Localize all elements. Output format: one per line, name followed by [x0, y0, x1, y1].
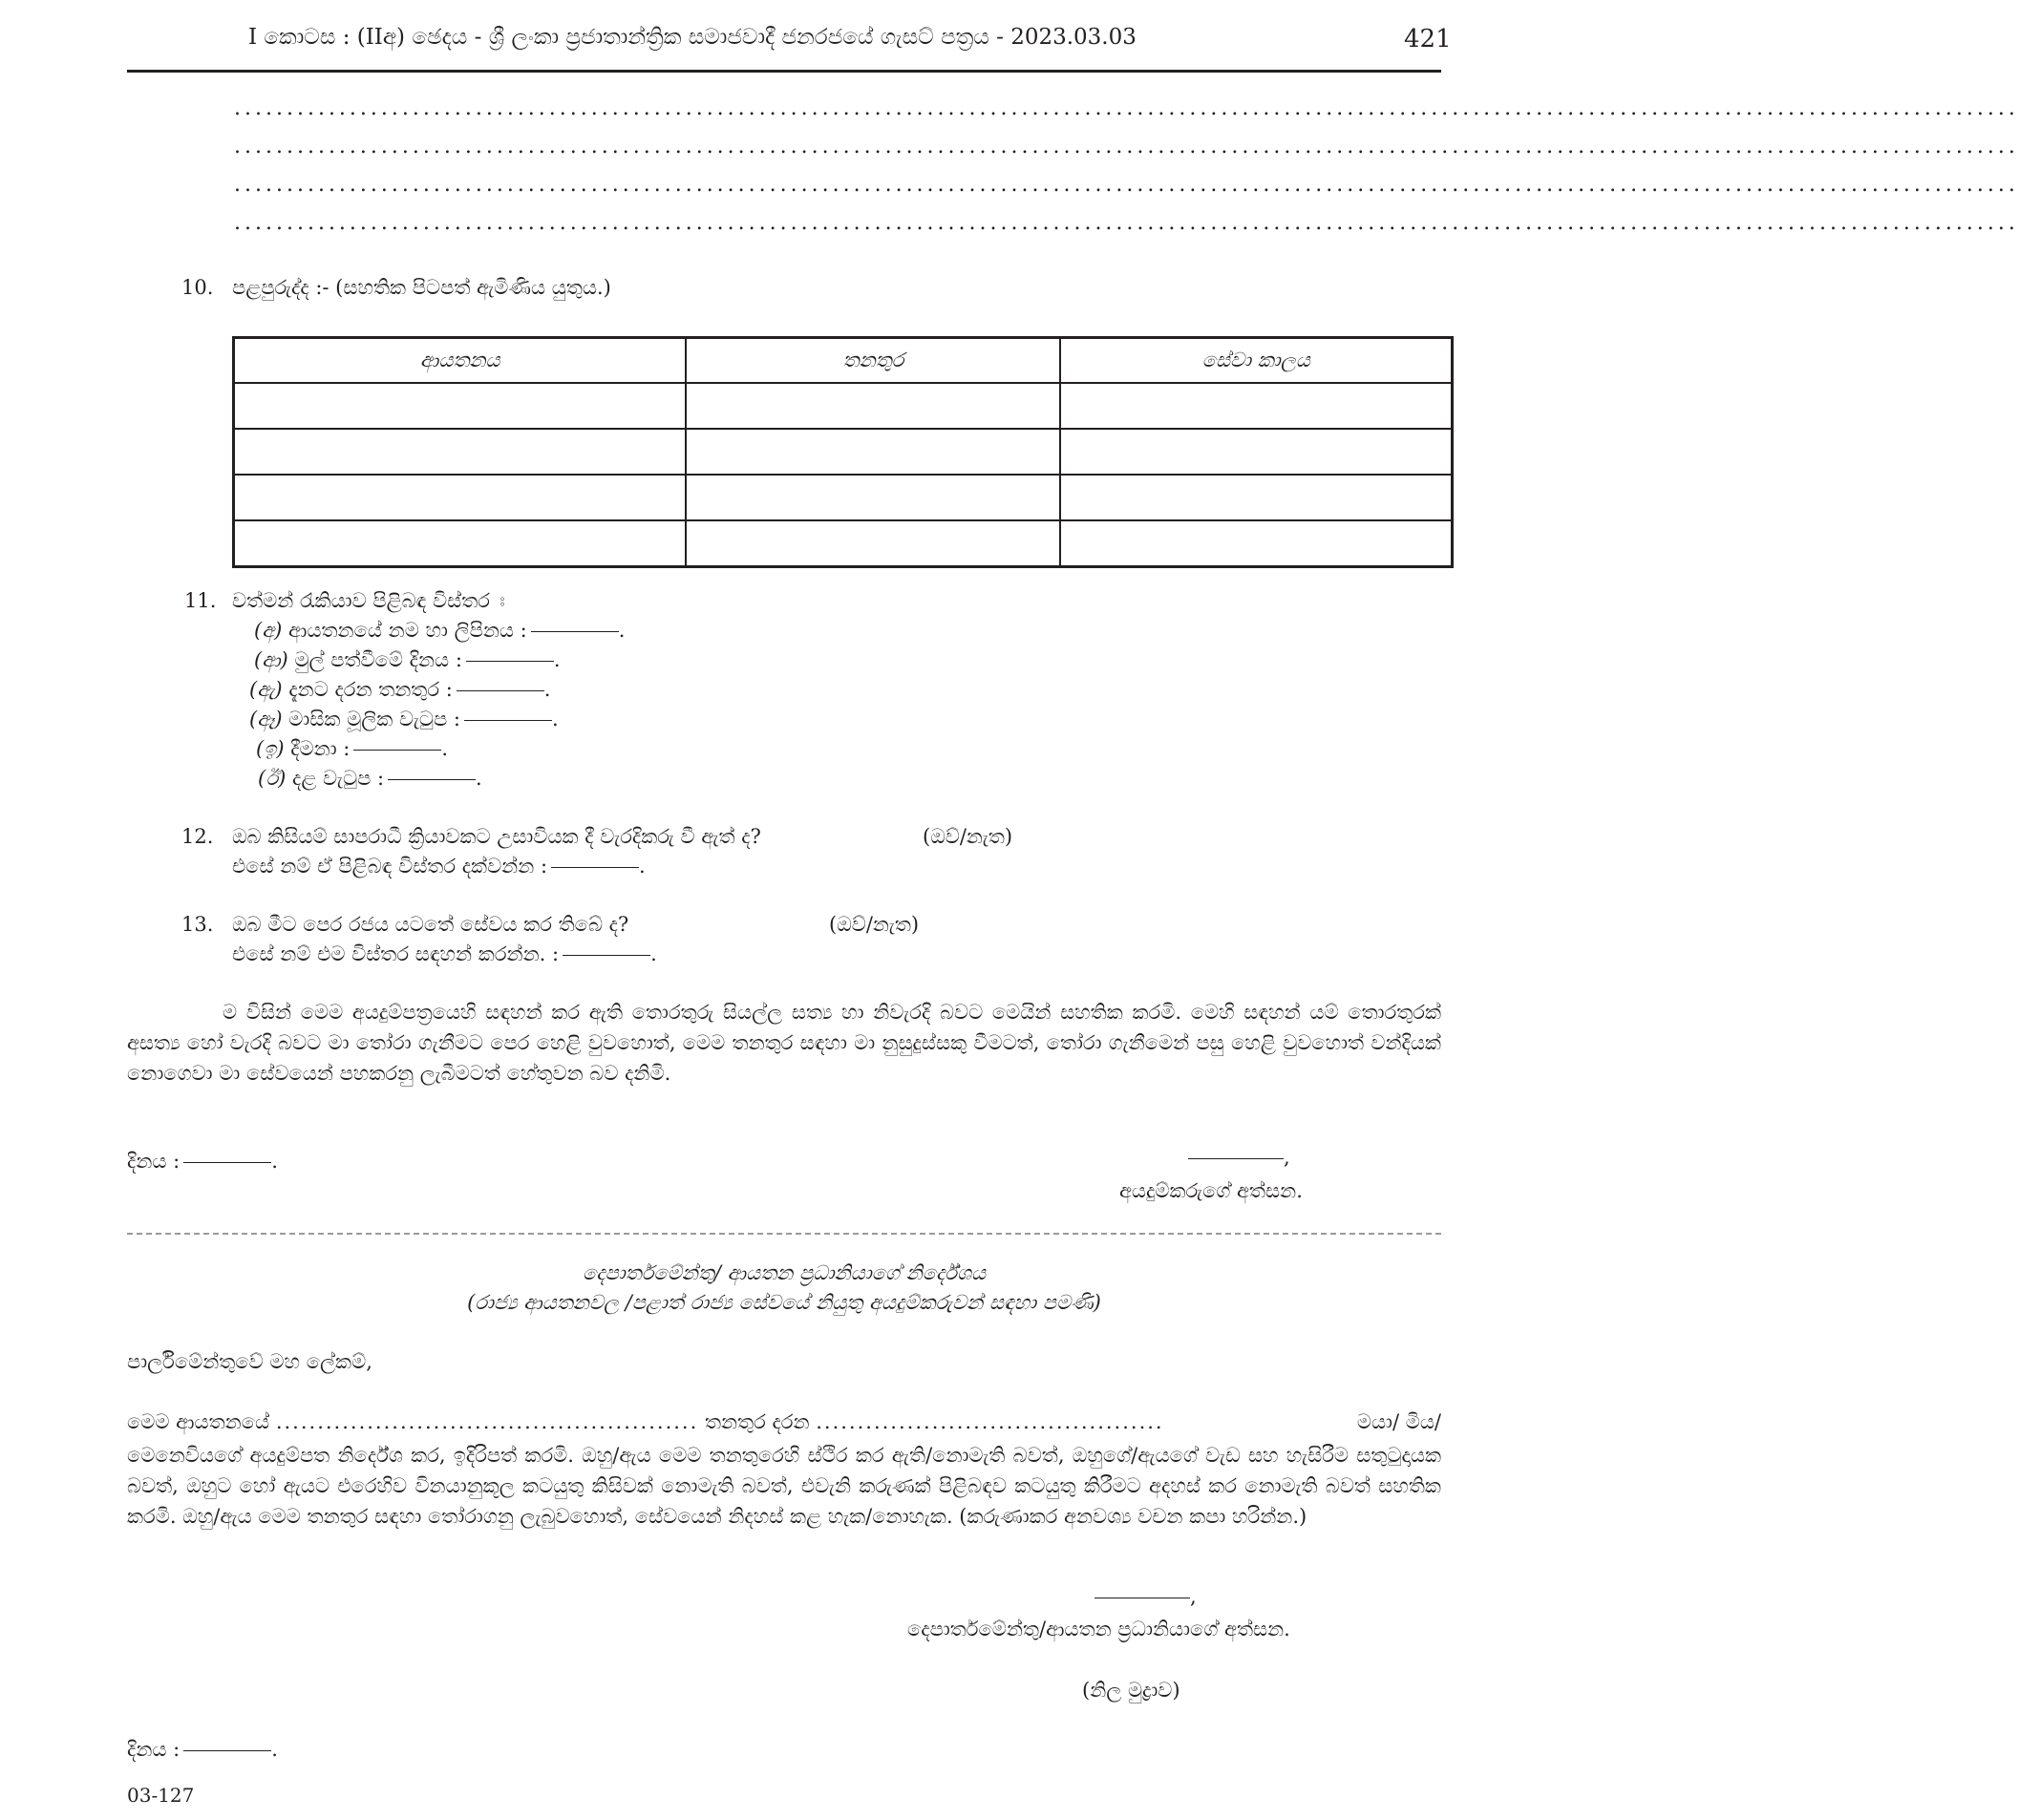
official-seal-label: (නිල මුද්‍රාව) — [1082, 1679, 1180, 1702]
item-13-details-row: එසේ නම් එම විස්තර සඳහන් කරන්න. : . — [232, 942, 657, 965]
gazette-header-title: I කොටස : (IIඅ) ඡෙදය - ශ්‍රී ලංකා ප්‍රජාතාන්ත්‍රික සමාජවාදී ජනරජයේ ගැසට් පත්‍රය - 2023.03.03 — [248, 25, 1137, 50]
item-13-details-label: එසේ නම් එම විස්තර සඳහන් කරන්න. : — [232, 942, 560, 965]
fill-in-blank[interactable] — [466, 661, 554, 662]
subitem-row: (ආ) මුල් පත්වීමේ දිනය : . — [254, 648, 561, 671]
date-blank[interactable] — [183, 1162, 271, 1163]
table-cell[interactable] — [686, 429, 1060, 475]
item-10-number: 10. — [181, 276, 214, 299]
item-12-options[interactable]: (ඔව්/නැත) — [923, 825, 1013, 848]
item-13-number: 13. — [181, 913, 214, 936]
subitem-marker: (ඊ) — [258, 767, 287, 790]
institution-blank[interactable]: ................................................... — [275, 1410, 699, 1433]
table-cell[interactable] — [686, 520, 1060, 567]
declaration-paragraph: ම විසින් මෙම අයදුම්පත්‍රයෙහි සඳහන් කර ඇති තොරතුරු සියල්ල සත්‍ය හා නිවැරදි බවට මෙයින් සහතික කරමි. මෙහි සඳහන් යම් තොරතුරක් අසත්‍ය හෝ වැරදි බවට මා තෝරා ගැනීමට පෙර හෙළි වුවහොත්, මෙම තනතුර සඳහා මා නුසුදුස්සකු වීමටත්, තෝරා ගැනීමෙන් පසු හෙළි වුවහොත් වන්දියක් නොගෙවා මා සේවයෙන් පහකරනු ලැබීමටත් හේතුවන බව දනිමි. — [127, 1001, 1441, 1085]
head-signature-line: , — [1091, 1585, 1197, 1608]
applicant-date-row: දිනය : . — [127, 1150, 278, 1173]
item-10-label: පළපුරුද්ද :- (සහතික පිටපත් ඇමිණිය යුතුය.) — [232, 276, 611, 299]
recommendation-line-mid: තනතුර දරන — [704, 1410, 810, 1433]
table-row — [234, 429, 1453, 475]
fill-in-blank[interactable] — [464, 720, 552, 721]
subitem-marker: (ආ) — [254, 648, 288, 671]
head-date-label: දිනය : — [127, 1738, 181, 1761]
section-separator — [127, 1233, 1441, 1235]
item-12-question: ඔබ කිසියම් සාපරාධී ක්‍රියාවකට උසාවියක දී වැරදිකරු වී ඇත් ද? — [232, 825, 761, 848]
date-blank[interactable] — [183, 1750, 271, 1751]
subitem-row: (ඊ) දළ වැටුප : . — [258, 767, 482, 790]
subitem-marker: (ඈ) — [249, 708, 283, 730]
subitem-text: දැනට දරන තනතුර : — [288, 678, 453, 701]
recommendation-body: මෙනෙවියගේ අයදුම්පත නිර්දේශ කර, ඉදිරිපත් කරමි. ඔහු/ඇය මෙම තනතුරෙහි ස්ථිර කර ඇති/නොමැති බවත්, ඔහුගේ/ඇයගේ වැඩ සහ හැසිරීම සතුටුදායක බවත්, ඔහුට හෝ ඇයට එරෙහිව විනයානුකූල කටයුතු කිසිවක් නොමැති බවත්, එවැනි කරුණක් පිළිබඳව කටයුතු කිරීමට අදහස් කර නොමැති බවත් සහතික කරමි. ඔහු/ඇය මෙම තනතුර සඳහා තෝරාගනු ලැබුවහොත්, සේවයෙන් නිදහස් කළ හැක/නොහැක. (කරුණාකර අනවශ්‍ය වචන කපා හරින්න.) — [127, 1444, 1441, 1528]
item-12-details-row: එසේ නම් ඒ පිළිබඳ විස්තර දක්වන්න : . — [232, 855, 646, 878]
column-header-service-period: සේවා කාලය — [1060, 338, 1452, 384]
subitem-marker: (ඇ) — [249, 678, 283, 701]
experience-table — [232, 336, 1454, 568]
table-cell[interactable] — [1060, 520, 1452, 567]
recommendation-subtitle: (රාජ්‍ය ආයතනවල /පළාත් රාජ්‍ය සේවයේ නියුතු අයදුම්කරුවන් සඳහා පමණි) — [467, 1291, 1101, 1314]
position-blank[interactable]: .......................................... — [816, 1410, 1164, 1433]
footer-code: 03-127 — [127, 1784, 195, 1807]
table-cell[interactable] — [1060, 429, 1452, 475]
item-13-question: ඔබ මීට පෙර රජය යටතේ සේවය කර තිබේ ද? — [232, 913, 629, 936]
fill-in-blank[interactable] — [457, 690, 544, 691]
table-row — [234, 475, 1453, 520]
subitem-text: මාසික මූලික වැටුප : — [288, 708, 460, 730]
dotted-answer-line[interactable]: .......................................................................................................................................................................... — [234, 96, 2019, 120]
dotted-answer-line[interactable]: .......................................................................................................................................................................... — [234, 135, 2019, 159]
column-header-position: තනතුර — [686, 338, 1060, 384]
item-13-options[interactable]: (ඔව්/නැත) — [829, 913, 920, 936]
table-cell[interactable] — [1060, 475, 1452, 520]
signature-blank[interactable] — [1188, 1158, 1284, 1159]
subitem-row: (ඈ) මාසික මූලික වැටුප : . — [249, 708, 559, 730]
header-rule — [127, 70, 1441, 73]
table-cell[interactable] — [234, 475, 687, 520]
recommendation-first-line — [127, 1410, 1441, 1434]
applicant-date-label: දිනය : — [127, 1150, 181, 1173]
head-signature-label: දෙපාර්තමේන්තු/ආයතන ප්‍රධානියාගේ අත්සන. — [907, 1618, 1290, 1640]
table-cell[interactable] — [234, 520, 687, 567]
applicant-signature-label: අයදුම්කරුගේ අත්සන. — [1119, 1179, 1303, 1202]
subitem-text: මුල් පත්වීමේ දිනය : — [294, 648, 462, 671]
subitem-text: ආයතනයේ නම හා ලිපිනය : — [288, 619, 527, 642]
recommendation-salutation: පාර්ලිමේන්තුවේ මහ ලේකම්, — [127, 1350, 372, 1373]
recommendation-title: දෙපාර්තමේන්තු/ ආයතන ප්‍රධානියාගේ නිර්දේශය — [582, 1261, 987, 1284]
recommendation-line-end: මයා/ මිය/ — [1356, 1410, 1441, 1433]
subitem-text: දළ වැටුප : — [292, 767, 385, 790]
item-11-label: වත්මන් රැකියාව පිළිබඳ විස්තර ඃ — [232, 589, 505, 612]
subitem-row: (ඇ) දැනට දරන තනතුර : . — [249, 678, 551, 701]
subitem-marker: (අ) — [254, 619, 283, 642]
fill-in-blank[interactable] — [563, 955, 650, 956]
fill-in-blank[interactable] — [353, 750, 441, 751]
dotted-answer-line[interactable]: .......................................................................................................................................................................... — [234, 211, 2019, 235]
table-cell[interactable] — [686, 383, 1060, 429]
item-11-number: 11. — [184, 589, 217, 612]
table-header-row — [234, 338, 1453, 384]
applicant-signature-line: , — [1184, 1146, 1290, 1169]
item-12-details-label: එසේ නම් ඒ පිළිබඳ විස්තර දක්වන්න : — [232, 855, 548, 878]
table-row — [234, 383, 1453, 429]
fill-in-blank[interactable] — [551, 867, 639, 868]
table-cell[interactable] — [234, 383, 687, 429]
fill-in-blank[interactable] — [388, 779, 476, 780]
subitem-row: (ඉ) දීමනා : . — [256, 737, 449, 760]
subitem-text: දීමනා : — [290, 737, 351, 760]
recommendation-line-start: මෙම ආයතනයේ — [127, 1410, 270, 1433]
subitem-marker: (ඉ) — [256, 737, 285, 760]
page-number: 421 — [1404, 25, 1452, 53]
table-cell[interactable] — [234, 429, 687, 475]
dotted-answer-line[interactable]: .......................................................................................................................................................................... — [234, 173, 2019, 197]
fill-in-blank[interactable] — [531, 631, 619, 632]
table-row — [234, 520, 1453, 567]
head-date-row: දිනය : . — [127, 1738, 278, 1761]
subitem-row: (අ) ආයතනයේ නම හා ලිපිනය : . — [254, 619, 626, 642]
table-cell[interactable] — [686, 475, 1060, 520]
column-header-institution: ආයතනය — [234, 338, 687, 384]
item-12-number: 12. — [181, 825, 214, 848]
table-cell[interactable] — [1060, 383, 1452, 429]
